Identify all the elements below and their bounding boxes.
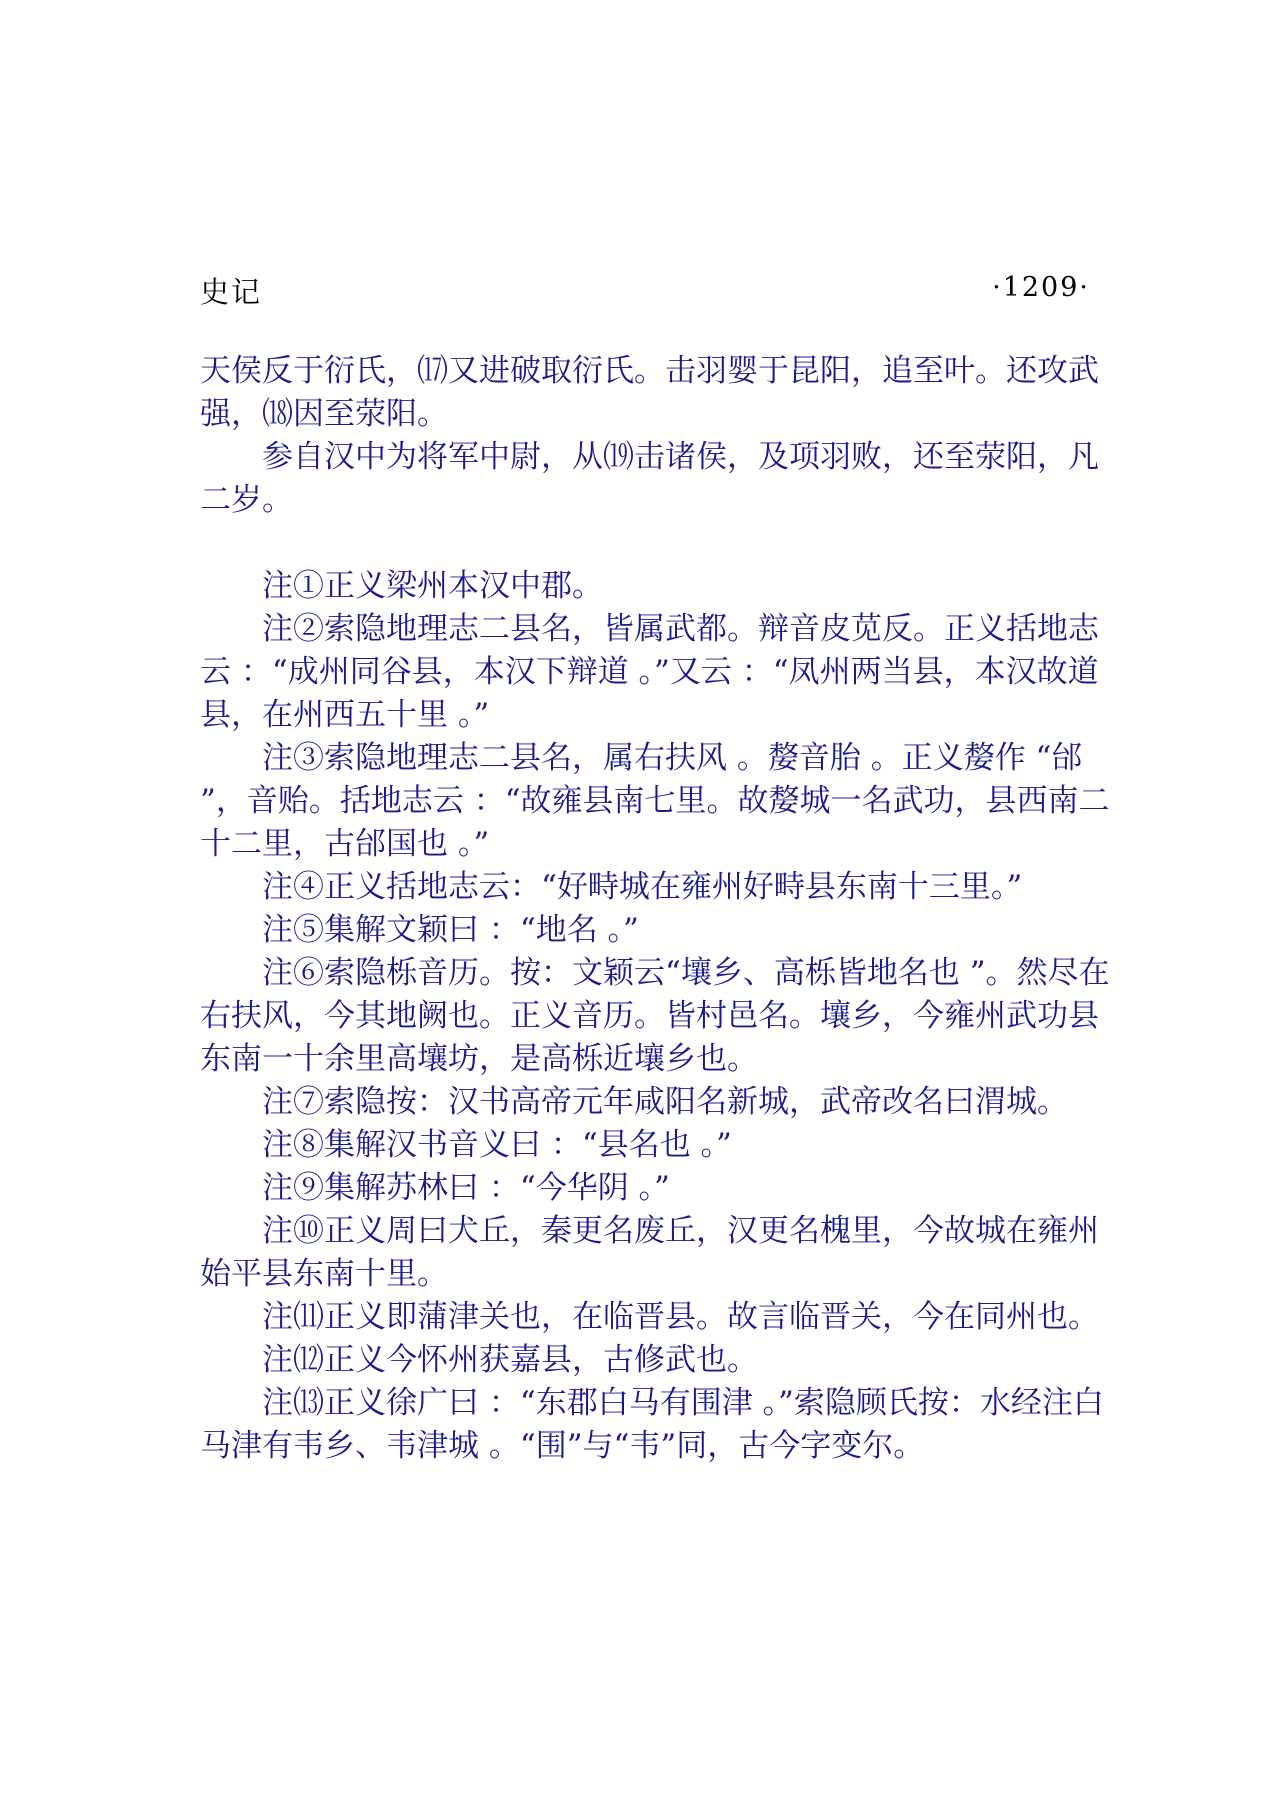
note-item: 注⑥索隐栎音历。按：文颖云“壤乡、高栎皆地名也 ”。然尽在右扶风，今其地阙也。正义音历。皆村邑名。壤乡，今雍州武功县东南一十余里高壤坊，是高栎近壤乡也。 bbox=[200, 955, 1110, 1077]
main-text-paragraph: 参自汉中为将军中尉，从⒆击诸侯，及项羽败，还至荥阳，凡二岁。 bbox=[200, 439, 1099, 518]
note-item: 注①正义梁州本汉中郡。 bbox=[262, 568, 603, 604]
main-text-paragraph: 天侯反于衍氏，⒄又进破取衍氏。击羽婴于昆阳，追至叶。还攻武强，⒅因至荥阳。 bbox=[200, 353, 1099, 432]
note-item: 注⑤集解文颖曰 ：“地名 。” bbox=[262, 912, 639, 948]
book-title: 史记 bbox=[200, 275, 263, 309]
note-item: 注⑦索隐按：汉书高帝元年咸阳名新城，武帝改名曰渭城。 bbox=[262, 1084, 1068, 1120]
page-header bbox=[200, 270, 1090, 310]
page-content bbox=[200, 350, 1112, 1468]
note-item: 注②索隐地理志二县名，皆属武都。辩音皮苋反。正义括地志云 ：“成州同谷县，本汉下辩道 。”又云 ：“凤州两当县，本汉故道县，在州西五十里 。” bbox=[200, 611, 1099, 733]
note-item: 注⑩正义周曰犬丘，秦更名废丘，汉更名槐里，今故城在雍州始平县东南十里。 bbox=[200, 1213, 1099, 1292]
page-number: ·1209· bbox=[992, 272, 1090, 303]
section-spacer bbox=[200, 522, 1112, 565]
note-item: 注③索隐地理志二县名，属右扶风 。嫠音胎 。正义嫠作 “邰 ”，音贻。括地志云 ：“故雍县南七里。故嫠城一名武功，县西南二十二里，古邰国也 。” bbox=[200, 740, 1110, 862]
note-item: 注⑨集解苏林曰 ：“今华阴 。” bbox=[262, 1170, 670, 1206]
note-item: 注⑾正义即蒲津关也，在临晋县。故言临晋关，今在同州也。 bbox=[262, 1299, 1099, 1335]
note-item: 注⑧集解汉书音义曰 ：“县名也 。” bbox=[262, 1127, 732, 1163]
note-item: 注④正义括地志云：“好畤城在雍州好畤县东南十三里。” bbox=[262, 869, 1023, 905]
note-item: 注⒀正义徐广曰 ：“东郡白马有围津 。”索隐顾氏按：水经注白马津有韦乡、韦津城 。“围”与“韦”同，古今字变尔。 bbox=[200, 1385, 1104, 1464]
notes-section bbox=[200, 565, 1112, 1468]
note-item: 注⑿正义今怀州获嘉县，古修武也。 bbox=[262, 1342, 758, 1378]
